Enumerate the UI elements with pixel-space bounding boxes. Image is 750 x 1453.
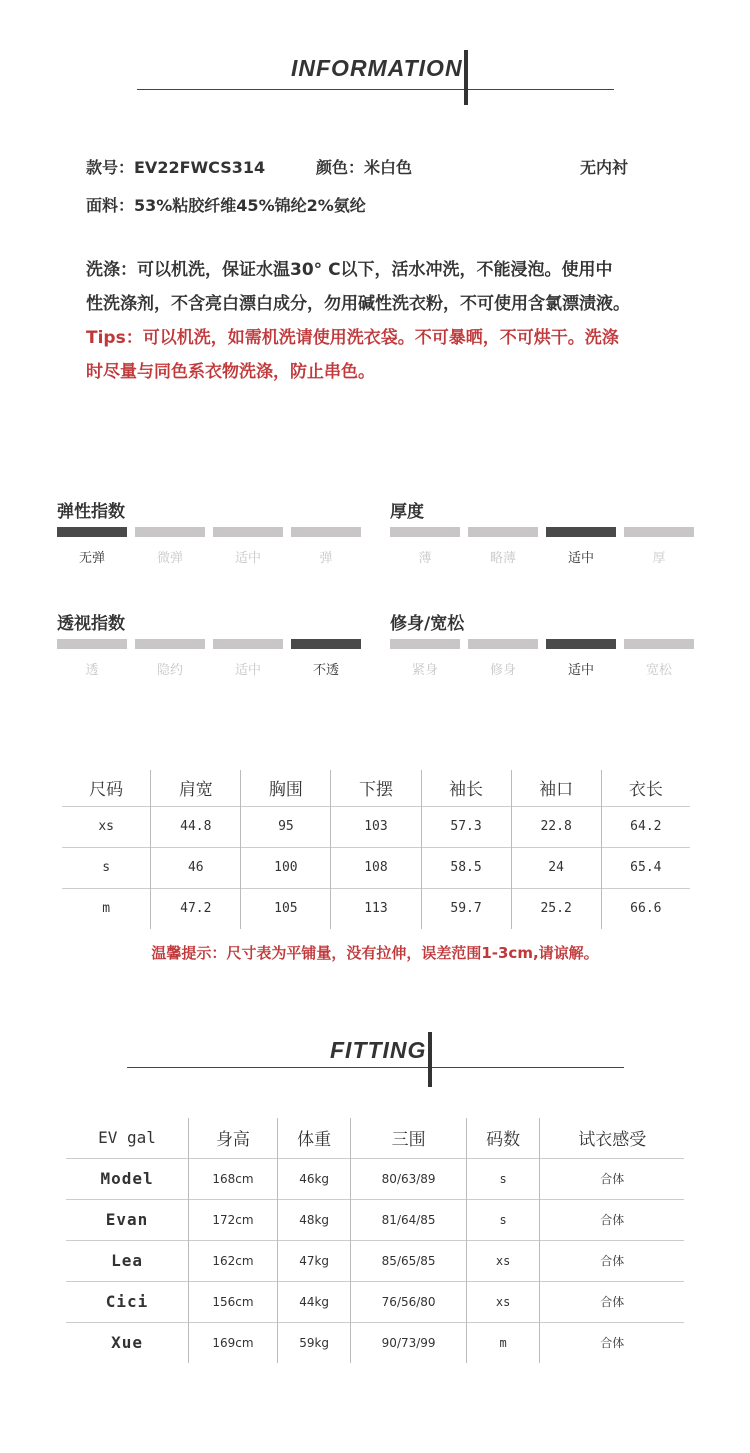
fitting-title: FITTING [330, 1037, 427, 1063]
fitting-table [66, 1118, 684, 1363]
indicator-label: 无弹 [78, 551, 105, 566]
table-header-row [62, 770, 690, 806]
indicator-title: 修身/宽松 [390, 614, 465, 634]
table-cell: Xue [66, 1322, 189, 1363]
indicator-bar [57, 639, 127, 649]
table-cell: 合体 [540, 1322, 684, 1363]
indicator-label: 透 [85, 663, 99, 678]
wash-instructions [86, 253, 726, 321]
indicator-bar [291, 527, 361, 537]
table-cell: Model [66, 1158, 189, 1199]
fitting-divider [127, 1067, 624, 1068]
column-header: EV gal [98, 1128, 156, 1148]
table-cell: 65.4 [601, 847, 690, 888]
table-cell: 85/65/85 [351, 1240, 466, 1281]
table-row [62, 888, 690, 929]
table-cell: 113 [331, 888, 421, 929]
wash-tips [86, 321, 726, 389]
table-row [66, 1240, 684, 1281]
table-cell: 172cm [189, 1199, 278, 1240]
table-cell: xs [62, 806, 151, 847]
tips-line-1: Tips：可以机洗，如需机洗请使用洗衣袋。不可暴晒，不可烘干。洗涤 [86, 328, 619, 348]
lining-info: 无内衬 [580, 158, 629, 177]
table-cell: 57.3 [421, 806, 511, 847]
column-header: 袖长 [421, 770, 511, 806]
table-cell: 合体 [540, 1281, 684, 1322]
table-cell: 44.8 [151, 806, 241, 847]
indicator-title: 透视指数 [57, 614, 125, 634]
indicator-label: 修身 [489, 663, 516, 678]
table-cell: s [62, 847, 151, 888]
table-cell: Evan [66, 1199, 189, 1240]
table-cell: 48kg [277, 1199, 351, 1240]
indicator-bar [213, 639, 283, 649]
information-accent-bar [464, 50, 468, 105]
size-table [62, 770, 690, 929]
information-title: INFORMATION [291, 55, 463, 81]
indicator-label: 适中 [567, 663, 594, 678]
table-cell: 合体 [540, 1240, 684, 1281]
column-header: 肩宽 [151, 770, 241, 806]
table-cell: 25.2 [511, 888, 601, 929]
table-row [66, 1158, 684, 1199]
indicator-bar [546, 639, 616, 649]
table-cell: 22.8 [511, 806, 601, 847]
column-header: 三围 [351, 1118, 466, 1158]
table-cell: s [466, 1199, 540, 1240]
fabric-info: 面料：53%粘胶纤维45%锦纶2%氨纶 [86, 196, 366, 215]
indicator-bar [57, 527, 127, 537]
table-cell: xs [466, 1240, 540, 1281]
table-cell: 162cm [189, 1240, 278, 1281]
table-cell: 100 [241, 847, 331, 888]
table-cell: 46 [151, 847, 241, 888]
column-header: 码数 [466, 1118, 540, 1158]
table-cell: Cici [66, 1281, 189, 1322]
table-cell: m [466, 1322, 540, 1363]
column-header: 体重 [277, 1118, 351, 1158]
column-header: 下摆 [331, 770, 421, 806]
table-cell: 80/63/89 [351, 1158, 466, 1199]
indicator-label: 适中 [234, 663, 261, 678]
table-row [66, 1199, 684, 1240]
indicator-label: 紧身 [411, 663, 438, 678]
table-cell: 156cm [189, 1281, 278, 1322]
table-cell: 76/56/80 [351, 1281, 466, 1322]
column-header: 衣长 [601, 770, 690, 806]
column-header: 袖口 [511, 770, 601, 806]
column-header: 试衣感受 [540, 1118, 684, 1158]
column-header: 身高 [189, 1118, 278, 1158]
table-header-row [66, 1118, 684, 1158]
table-cell: xs [466, 1281, 540, 1322]
table-cell: 59kg [277, 1322, 351, 1363]
information-divider [137, 89, 614, 90]
wash-line-2: 性洗涤剂，不含亮白漂白成分，勿用碱性洗衣粉，不可使用含氯漂渍液。 [86, 294, 630, 314]
table-cell: 105 [241, 888, 331, 929]
table-cell: m [62, 888, 151, 929]
indicator-bar [468, 639, 538, 649]
indicator-label: 弹 [319, 551, 333, 566]
wash-line-1: 洗涤：可以机洗，保证水温30° C以下，活水冲洗，不能浸泡。使用中 [86, 260, 613, 280]
indicator-bar [624, 527, 694, 537]
indicator-label: 略薄 [489, 551, 516, 566]
table-cell: 24 [511, 847, 601, 888]
indicator-title: 弹性指数 [57, 502, 125, 522]
table-cell: 47.2 [151, 888, 241, 929]
table-cell: 47kg [277, 1240, 351, 1281]
indicator-bar [468, 527, 538, 537]
table-cell: 169cm [189, 1322, 278, 1363]
table-cell: 168cm [189, 1158, 278, 1199]
color-info: 颜色：米白色 [316, 158, 413, 177]
table-cell: 58.5 [421, 847, 511, 888]
indicator-bar [390, 639, 460, 649]
table-row [66, 1322, 684, 1363]
tips-line-2: 时尽量与同色系衣物洗涤，防止串色。 [86, 362, 375, 382]
table-cell: 90/73/99 [351, 1322, 466, 1363]
indicator-label: 微弹 [156, 551, 183, 566]
fitting-accent-bar [428, 1032, 432, 1087]
indicator-bar [135, 639, 205, 649]
table-cell: Lea [66, 1240, 189, 1281]
indicator-title: 厚度 [390, 502, 424, 522]
indicator-label: 薄 [418, 551, 432, 566]
indicator-label: 适中 [567, 551, 594, 566]
table-cell: 66.6 [601, 888, 690, 929]
column-header: 尺码 [89, 780, 124, 801]
table-cell: 95 [241, 806, 331, 847]
table-row [62, 806, 690, 847]
indicator-label: 适中 [234, 551, 261, 566]
indicator-bar [213, 527, 283, 537]
warm-tip: 温馨提示：尺寸表为平铺量，没有拉伸，误差范围1-3cm,请谅解。 [151, 944, 599, 962]
table-cell: 64.2 [601, 806, 690, 847]
indicator-bar [390, 527, 460, 537]
indicator-bar [624, 639, 694, 649]
table-row [62, 847, 690, 888]
column-header: 胸围 [241, 770, 331, 806]
table-cell: 合体 [540, 1199, 684, 1240]
indicator-label: 厚 [652, 551, 666, 566]
table-cell: 合体 [540, 1158, 684, 1199]
table-cell: s [466, 1158, 540, 1199]
table-cell: 59.7 [421, 888, 511, 929]
indicator-label: 不透 [312, 663, 339, 678]
indicator-bar [135, 527, 205, 537]
table-row [66, 1281, 684, 1322]
table-cell: 81/64/85 [351, 1199, 466, 1240]
indicator-label: 宽松 [645, 663, 672, 678]
indicator-bar [546, 527, 616, 537]
indicator-bar [291, 639, 361, 649]
table-cell: 103 [331, 806, 421, 847]
table-cell: 44kg [277, 1281, 351, 1322]
table-cell: 108 [331, 847, 421, 888]
style-number: 款号：EV22FWCS314 [86, 158, 266, 177]
indicator-label: 隐约 [156, 663, 183, 678]
table-cell: 46kg [277, 1158, 351, 1199]
